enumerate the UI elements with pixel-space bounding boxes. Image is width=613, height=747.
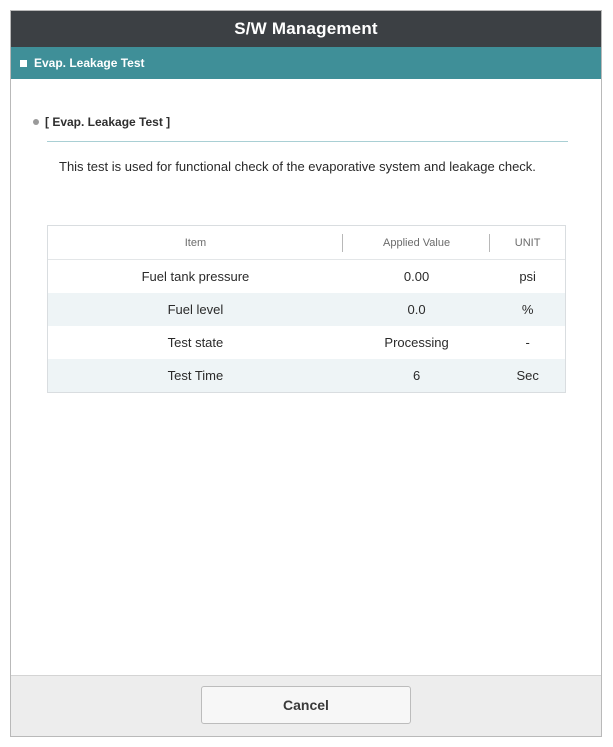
row-unit: % [521, 302, 534, 317]
row-item: Fuel tank pressure [141, 269, 250, 284]
bullet-icon [33, 119, 39, 125]
column-header-unit: UNIT [514, 236, 541, 249]
row-unit: Sec [516, 368, 539, 383]
data-table [47, 225, 566, 393]
subheader-title: Evap. Leakage Test [34, 56, 145, 70]
table-row [48, 359, 565, 392]
row-item: Test Time [167, 368, 224, 383]
row-value: 0.00 [403, 269, 430, 284]
footer-bar [11, 675, 601, 736]
column-header-applied-value: Applied Value [343, 237, 490, 249]
row-unit: - [525, 335, 530, 350]
column-header-item: Item [48, 237, 343, 249]
row-unit: psi [519, 269, 536, 284]
row-value: Processing [384, 335, 449, 350]
row-value: 0.0 [407, 302, 426, 317]
section-divider [47, 141, 568, 142]
cancel-button[interactable]: Cancel [201, 686, 411, 724]
table-row [48, 260, 565, 293]
section-heading [33, 115, 170, 129]
test-description: This test is used for functional check of the evaporative system and leakage check. [59, 159, 536, 174]
square-icon [20, 60, 27, 67]
row-item: Fuel level [167, 302, 224, 317]
table-header-row [48, 226, 565, 260]
row-item: Test state [167, 335, 224, 350]
table-row [48, 293, 565, 326]
table-row [48, 326, 565, 359]
main-content [11, 79, 601, 687]
subheader-bar [11, 47, 601, 79]
window-title: S/W Management [11, 11, 601, 47]
sw-management-window [10, 10, 602, 737]
row-value: 6 [412, 368, 421, 383]
section-title: [ Evap. Leakage Test ] [45, 115, 171, 129]
